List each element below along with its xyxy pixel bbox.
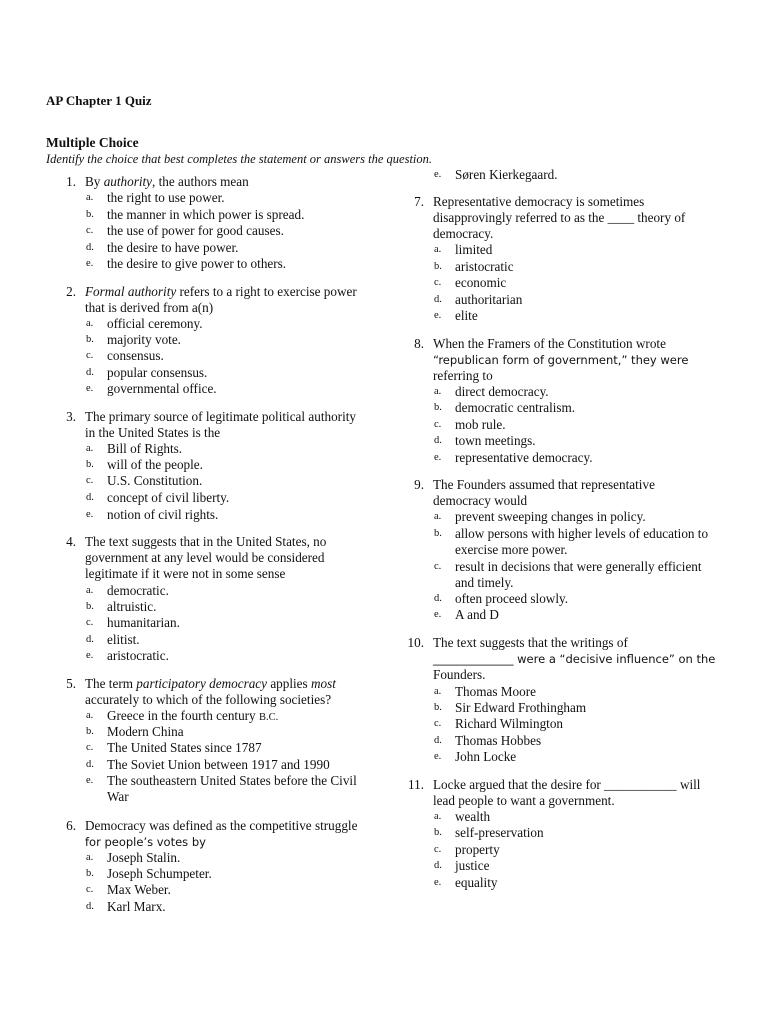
question-number: 9. (414, 477, 424, 492)
question-number: 6. (66, 818, 76, 833)
question-stem: The Founders assumed that representative democracy would (433, 477, 655, 509)
question-number: 11. (408, 777, 424, 792)
quiz-page: AP Chapter 1 Quiz Multiple Choice Identify the choice that best completes the statement or answers the question. 1. By authority, the authors mean a. the right to use power. b. the manner in which power is spread. c. the use of power for good causes. d. the desire to have power. e. the desire to give power to others. 2. Formal authority refers to a right to exercise power that is derived from a(n) a. official ceremony. b. majority vote. c. consensus. d. popular consensus. e. governmental office. 3. The primary source of legitimate political authority in the United States is the a. Bill of Rights. b. will of the people. c. U.S. Constitution. d. concept of civil liberty. e. notion of civil rights. 4. The text suggests that in the United States, no government at any level would be considered legitimate if it were not in some sense a. democratic. b. altruistic. c. humanitarian. d. elitist. e. aristocratic. 5. The term participatory democracy applies most accurately to which of the following societies? a. Greece in the fourth century B.C. b. Modern China c. The United States since 1787 d. The Soviet Union between 1917 and 1990 e. The southeastern United States before the Civil War 6. Democracy was defined as the competitive struggle for people’s votes by a. Joseph Stalin. b. Joseph Schumpeter. c. Max Weber. d. Karl Marx. e. Søren Kierkegaard. 7. Representative democracy is sometimes disapprovingly referred to as the ____ theory of democracy. a. limited b. aristocratic c. economic d. authoritarian e. elite 8. When the Framers of the Constitution wrote “republican form of government,” they were referring to a. direct democracy. b. democratic centralism. c. mob rule. d. town meetings. e. representative democracy. 9. The Founders assumed that representative democracy would a. prevent sweeping changes in policy. b. allow persons with higher levels of education to exercise more power. c. result in decisions that were generally efficient and timely. d. often proceed slowly. e. A and D 10. The text suggests that the writings of ______________ were a “decisive influence” on the Founders. a. Thomas Moore b. Sir Edward Frothingham c. Richard Wilmington d. Thomas Hobbes e. John Locke 11. Locke argued that the desire for ___________ will lead people to want a government. a. wealth b. self-preservation c. property d. justice e. equality (0, 0, 768, 1024)
question-stem: By authority, the authors mean (85, 174, 249, 189)
question-stem: Democracy was defined as the competitive struggle for people’s votes by (85, 818, 358, 850)
section-heading: Multiple Choice (46, 135, 139, 150)
question-number: 8. (414, 336, 424, 351)
question-number: 7. (414, 194, 424, 209)
question-number: 1. (66, 174, 76, 189)
question-stem: Representative democracy is sometimes disapprovingly referred to as the ____ theory of democracy. (433, 194, 686, 242)
question-number: 2. (66, 284, 76, 299)
instructions: Identify the choice that best completes the statement or answers the question. (46, 152, 433, 166)
question-stem: When the Framers of the Constitution wrote “republican form of government,” they were referring to (433, 336, 689, 384)
question-number: 4. (66, 534, 76, 549)
page-title: AP Chapter 1 Quiz (46, 93, 152, 108)
question-stem: Locke argued that the desire for ___________ will lead people to want a government. (433, 777, 701, 809)
question-stem: Formal authority refers to a right to exercise power that is derived from a(n) (85, 284, 357, 316)
question-stem: The text suggests that the writings of ______________ were a “decisive influence” on the Founders. (433, 635, 716, 683)
question-number: 5. (66, 676, 76, 691)
question-stem: The text suggests that in the United States, no government at any level would be considered legitimate if it were not in some sense (85, 534, 327, 582)
question-stem: The primary source of legitimate political authority in the United States is the (85, 409, 356, 441)
question-number: 10. (407, 635, 424, 650)
question-stem: The term participatory democracy applies most accurately to which of the following societies? (85, 676, 336, 708)
question-number: 3. (66, 409, 76, 424)
